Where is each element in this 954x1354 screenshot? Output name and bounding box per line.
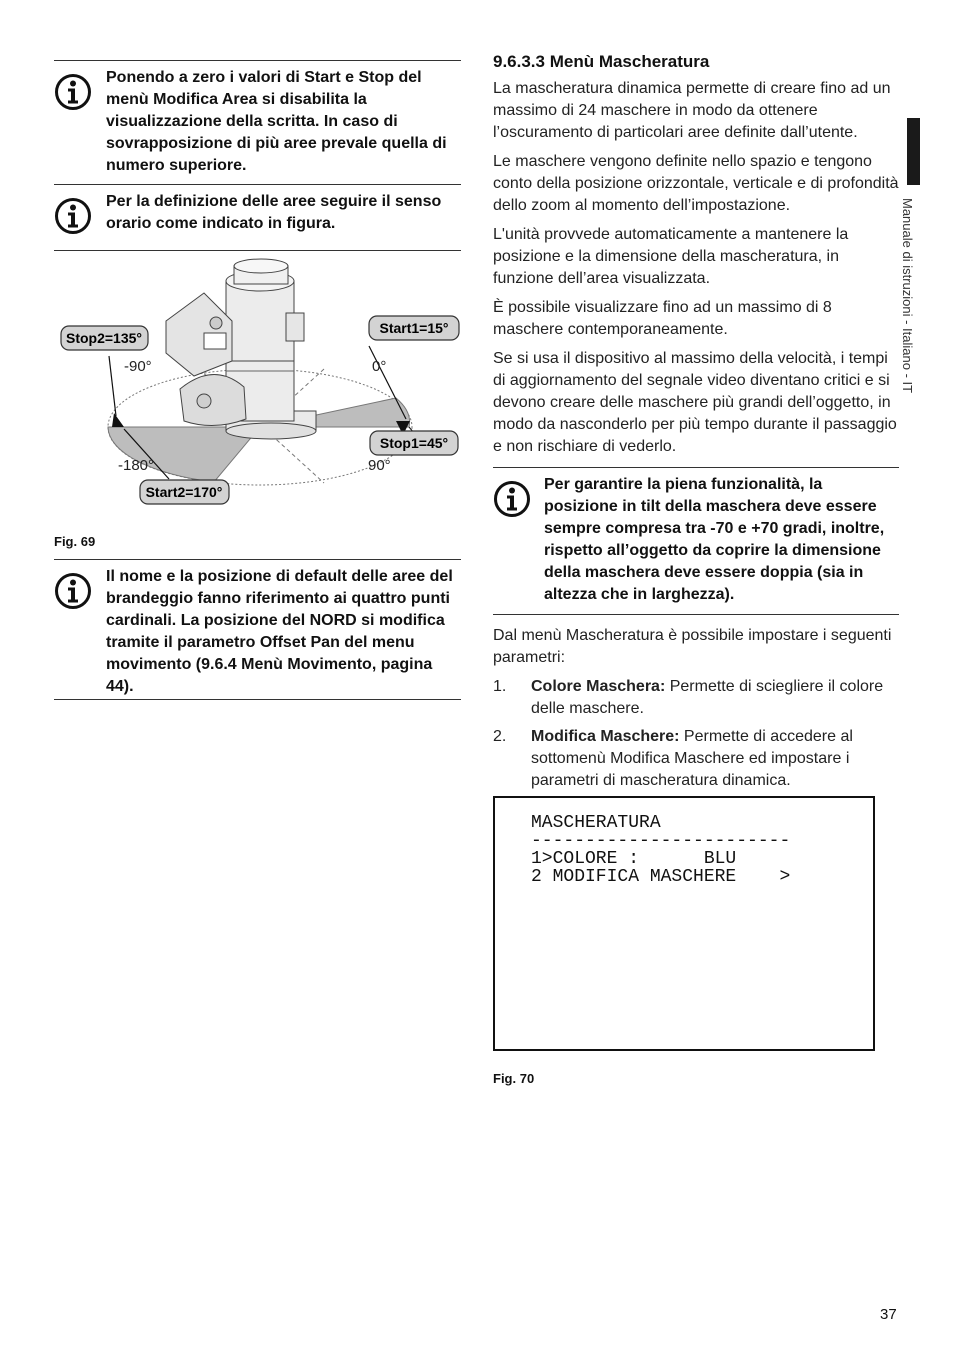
info-note-tilt bbox=[493, 467, 899, 615]
arrow-start2 bbox=[112, 413, 124, 427]
list-number: 1. bbox=[493, 678, 507, 695]
figure-69 bbox=[54, 250, 461, 559]
list-item bbox=[493, 676, 899, 720]
osd-line-colore: 1>COLORE : BLU bbox=[531, 849, 737, 869]
paragraph: È possibile visualizzare fino ad un massimo di 8 maschere contemporaneamente. bbox=[493, 299, 832, 338]
figure-70-caption: Fig. 70 bbox=[493, 1071, 535, 1086]
pan-area-diagram bbox=[54, 251, 461, 541]
params-list bbox=[493, 676, 899, 792]
list-number: 2. bbox=[493, 728, 507, 745]
info-icon bbox=[54, 73, 92, 111]
left-column bbox=[54, 60, 461, 700]
sidebar-tab bbox=[907, 118, 920, 185]
note-text: Il nome e la posizione di default delle aree del brandeggio fanno riferimento ai quattro punti cardinali. La posizione del NORD si modifica tramite il parametro Offset Pan del menu movimento (9.6.4 Menù Movimento, pagina 44). bbox=[106, 568, 453, 695]
stop1-label: Stop1=45° bbox=[379, 435, 449, 451]
start2-label: Start2=170° bbox=[145, 484, 223, 500]
degree-0: 0° bbox=[372, 358, 387, 375]
degree-minus90: -90° bbox=[124, 358, 152, 375]
paragraph: Se si usa il dispositivo al massimo della velocità, i tempi di aggiornamento del segnale video diventano critici e si devono creare delle maschere più grandi dell’oggetto, in modo da nasconderlo per più tempo durante il passaggio e non rischiare di vederlo. bbox=[493, 350, 897, 455]
info-note-1 bbox=[54, 60, 461, 184]
figure-69-caption: Fig. 69 bbox=[54, 534, 96, 549]
osd-title: MASCHERATURA bbox=[531, 813, 661, 833]
note-text: Per la definizione delle aree seguire il senso orario come indicato in figura. bbox=[106, 193, 442, 232]
section-title: 9.6.3.3 Menù Mascheratura bbox=[493, 52, 710, 71]
paragraph: L'unità provvede automaticamente a mantenere la posizione e la dimensione della mascheratura, in funzione dell’area visualizzata. bbox=[493, 226, 849, 287]
params-intro: Dal menù Mascheratura è possibile impostare i seguenti parametri: bbox=[493, 627, 892, 666]
list-desc: Permette di sciegliere il colore delle maschere. bbox=[531, 678, 884, 717]
info-icon bbox=[493, 480, 531, 518]
info-icon bbox=[54, 197, 92, 235]
note-text: Per garantire la piena funzionalità, la posizione in tilt della maschera deve essere sempre compresa tra -70 e +70 gradi, inoltre, rispetto all’oggetto da coprire la dimensione della maschera deve essere doppia (sia in altezza che in larghezza). bbox=[544, 476, 885, 603]
info-note-3 bbox=[54, 559, 461, 700]
info-icon bbox=[54, 572, 92, 610]
degree-minus180: -180° bbox=[118, 457, 155, 474]
list-desc: Permette di accedere al sottomenù Modifica Maschere ed impostare i parametri di mascheratura dinamica. bbox=[531, 728, 853, 789]
paragraph: La mascheratura dinamica permette di creare fino ad un massimo di 24 maschere in modo da ottenere l’oscuramento di particolari aree definite dall’utente. bbox=[493, 80, 891, 141]
page-number: 37 bbox=[880, 1306, 897, 1323]
paragraph: Le maschere vengono definite nello spazio e tengono conto della posizione orizzontale, verticale e di profondità dello zoom al momento dell’impostazione. bbox=[493, 153, 899, 214]
info-note-2 bbox=[54, 184, 461, 250]
osd-menu-screen bbox=[493, 796, 875, 1051]
osd-line-modifica: 2 MODIFICA MASCHERE > bbox=[531, 867, 791, 887]
degree-90: 90° bbox=[368, 457, 391, 474]
sidebar-label: Manuale di istruzioni - Italiano - IT bbox=[900, 198, 915, 394]
list-term: Colore Maschera: bbox=[531, 678, 666, 695]
right-column bbox=[493, 52, 899, 798]
osd-separator: ------------------------ bbox=[531, 831, 791, 851]
list-item bbox=[493, 726, 899, 792]
start1-label: Start1=15° bbox=[379, 320, 449, 336]
osd-text bbox=[531, 814, 790, 886]
note-text: Ponendo a zero i valori di Start e Stop del menù Modifica Area si disabilita la visualizzazione della scritta. In caso di sovrapposizione di più aree prevale quella di numero superiore. bbox=[106, 69, 447, 174]
stop2-label: Stop2=135° bbox=[65, 330, 143, 346]
list-term: Modifica Maschere: bbox=[531, 728, 680, 745]
